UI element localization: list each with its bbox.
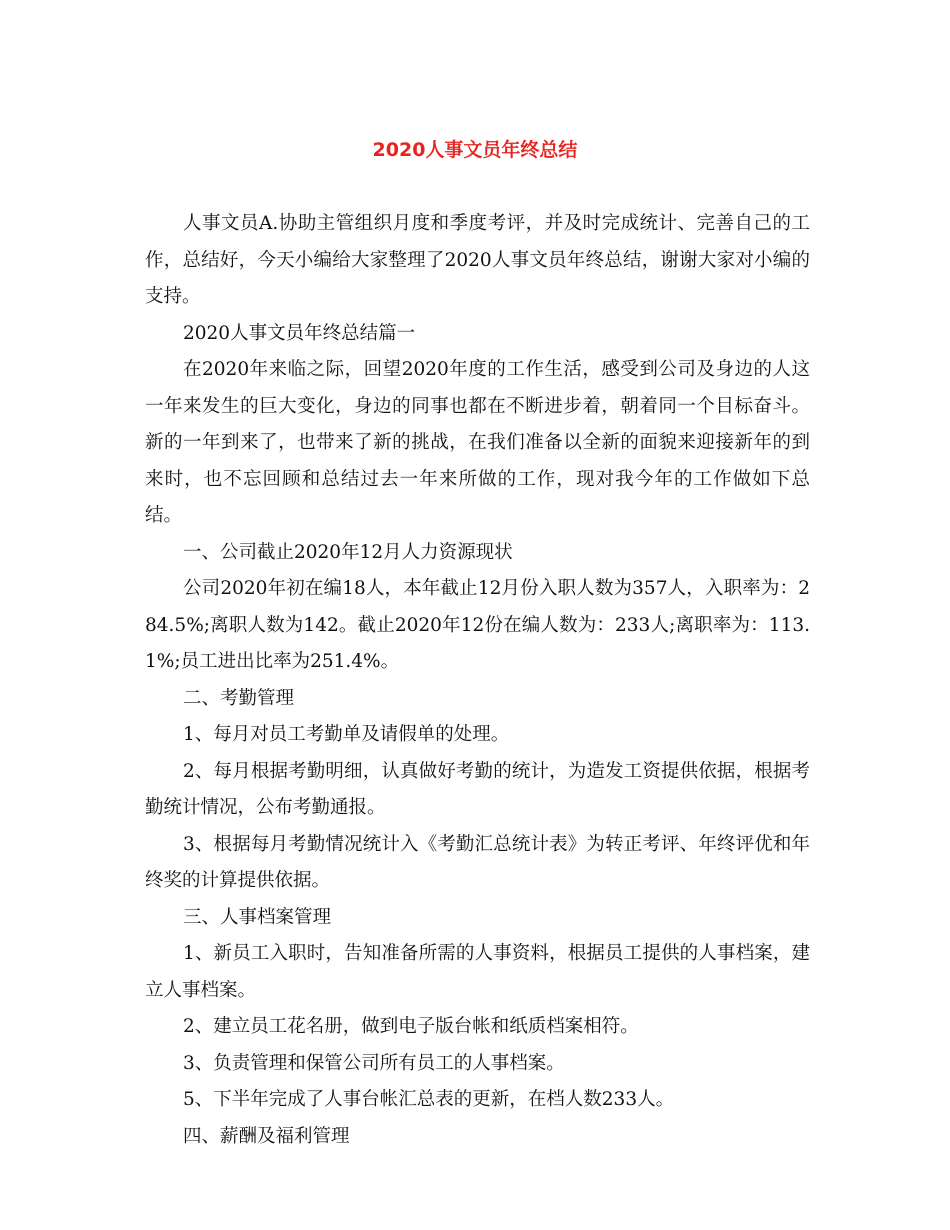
list-item: 5、下半年完成了人事台帐汇总表的更新，在档人数233人。 (183, 1089, 675, 1110)
intro-paragraph: 人事文员A.协助主管组织月度和季度考评，并及时完成统计、完善自己的工作，总结好，今天小编给大家整理了2020人事文员年终总结，谢谢大家对小编的支持。 (145, 213, 810, 307)
section-heading: 四、薪酬及福利管理 (183, 1125, 350, 1147)
body-paragraph: 在2020年来临之际，回望2020年度的工作生活，感受到公司及身边的人这一年来发生的巨大变化，身边的同事也都在不断进步着，朝着同一个目标奋斗。新的一年到来了，也带来了新的挑战，在我们准备以全新的面貌来迎接新年的到来时，也不忘回顾和总结过去一年来所做的工作，现对我今年的工作做如下总结。 (145, 359, 810, 526)
list-item: 2、建立员工花名册，做到电子版台帐和纸质档案相符。 (183, 1016, 639, 1037)
section-heading: 一、公司截止2020年12月人力资源现状 (183, 541, 513, 563)
document-title: 2020人事文员年终总结 (372, 139, 578, 161)
section-heading: 2020人事文员年终总结篇一 (183, 322, 416, 344)
section-heading: 二、考勤管理 (183, 687, 295, 709)
list-item: 1、新员工入职时，告知准备所需的人事资料，根据员工提供的人事档案，建立人事档案。 (145, 943, 810, 1001)
list-item: 1、每月对员工考勤单及请假单的处理。 (183, 724, 510, 745)
section-heading: 三、人事档案管理 (183, 906, 332, 928)
list-item: 3、根据每月考勤情况统计入《考勤汇总统计表》为转正考评、年终评优和年终奖的计算提供依据。 (145, 833, 810, 891)
list-item: 3、负责管理和保管公司所有员工的人事档案。 (183, 1052, 565, 1074)
list-item: 2、每月根据考勤明细，认真做好考勤的统计，为造发工资提供依据，根据考勤统计情况，公布考勤通报。 (145, 760, 810, 818)
body-paragraph: 公司2020年初在编18人，本年截止12月份入职人数为357人，入职率为：284.5%;离职人数为142。截止2020年12份在编人数为：233人;离职率为：113.1%;员工进出比率为251.4%。 (145, 578, 810, 672)
document-body (145, 206, 810, 1155)
